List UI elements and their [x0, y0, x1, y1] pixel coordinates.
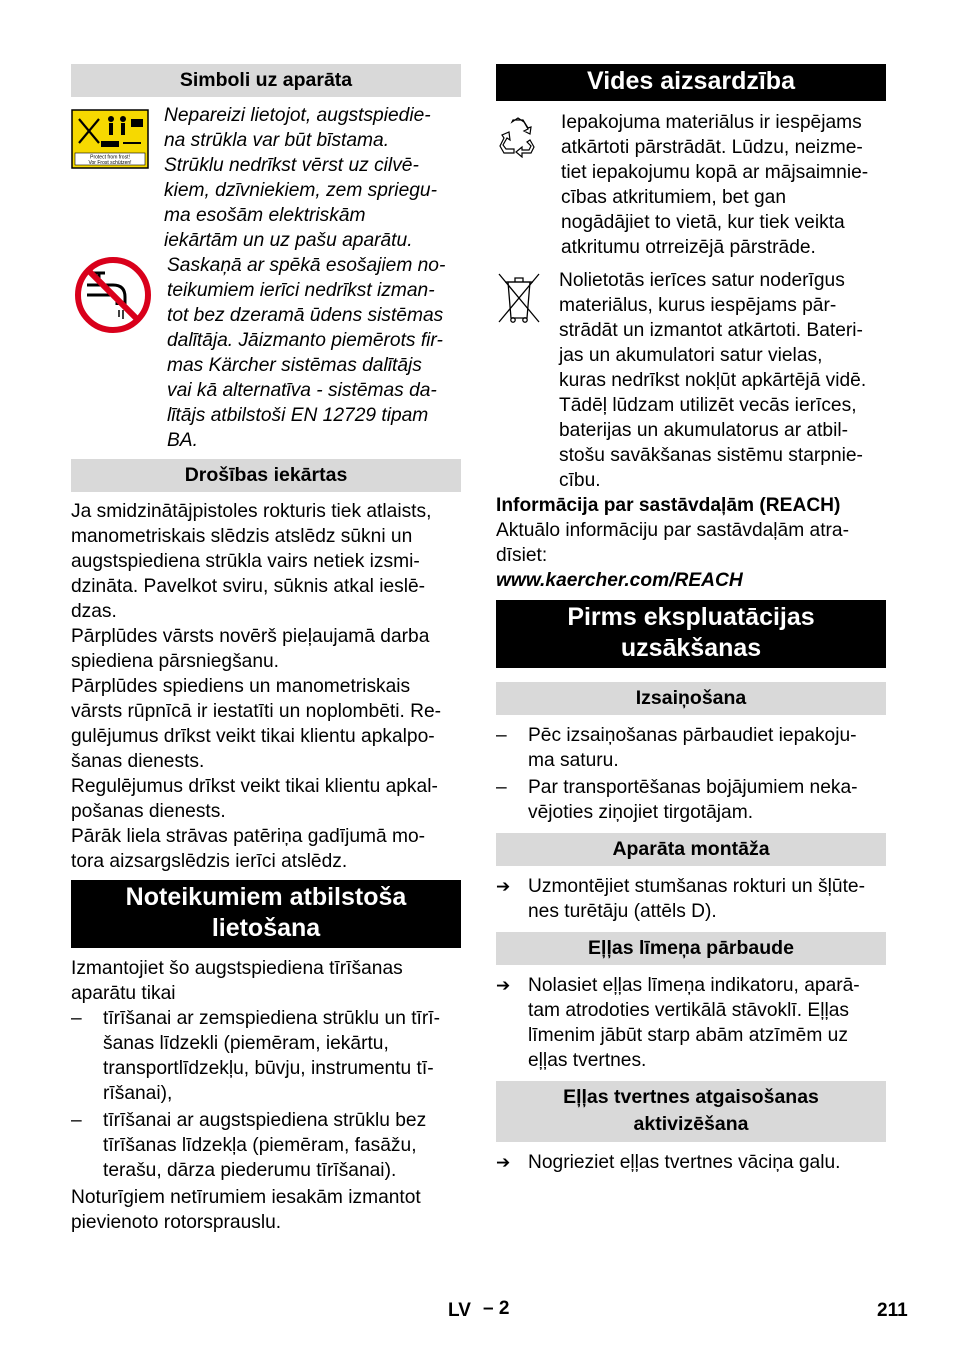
arrow-right-icon: ➔ [496, 877, 511, 896]
reach-heading: Informācija par sastāvdaļām (REACH) [496, 495, 841, 516]
heading-line: Pirms ekspluatācijas [567, 603, 815, 631]
text-line: lītājs atbilstoši EN 12729 tipam [167, 405, 429, 426]
list-item [71, 1006, 461, 1106]
text-line: šanas līdzekli (piemēram, iekārtu, [103, 1033, 389, 1054]
start-heading [496, 600, 886, 668]
text-line: Par transportēšanas bojājumiem neka- [528, 777, 858, 798]
text-line: Pārplūdes vārsts novērš pieļaujamā darba [71, 626, 430, 647]
text-line: baterijas un akumulatorus ar atbil- [559, 420, 849, 441]
symbols-heading: Simboli uz aparāta [71, 64, 461, 97]
text-line: augstspiediena strūkla vairs netiek izsmi- [71, 551, 420, 572]
dash-bullet: – [496, 777, 507, 798]
text-line: eļļas tvertnes. [528, 1050, 647, 1071]
text-line: Pārāk liela strāvas patēriņa gadījumā mo- [71, 826, 426, 847]
usage-heading [71, 880, 461, 948]
text-line: atkritumu otrreizējā pārstrāde. [561, 237, 816, 258]
heading-line: Eļļas tvertnes atgaisošanas [563, 1086, 819, 1108]
text-line: spiediena pārsniegšanu. [71, 651, 280, 672]
text-line: tam atrodoties vertikālā stāvoklī. Eļļas [528, 1000, 849, 1021]
text-line: pošanas dienests. [71, 801, 226, 822]
text-line: Nolietotās ierīces satur noderīgus [559, 270, 845, 291]
list-item-text [528, 723, 857, 773]
symbol-row-water [71, 253, 461, 453]
dash-bullet: – [71, 1008, 82, 1029]
text-line: rīšanai), [103, 1083, 173, 1104]
unpack-list [496, 723, 886, 825]
heading-line: lietošana [211, 914, 321, 942]
text-line: dīsiet: [496, 545, 548, 566]
footer-subpage: – 2 [483, 1298, 510, 1319]
symbol2-text [164, 253, 461, 453]
recycling-icon [496, 116, 540, 158]
text-line: Strūklu nedrīkst vērst uz cilvē- [164, 155, 419, 176]
text-line: mas Kärcher sistēmas dalītājs [167, 355, 422, 376]
text-line: pievienoto rotorsprauslu. [71, 1212, 282, 1233]
text-line: vējoties ziņojiet tirgotājam. [528, 802, 754, 823]
symbol-row-high-pressure [71, 103, 461, 253]
list-item-text [103, 1108, 426, 1183]
text-line: strādāt un izmantot atkārtoti. Bateri- [559, 320, 863, 341]
text-line: Pārplūdes spiediens un manometriskais [71, 676, 411, 697]
list-item [496, 874, 886, 924]
list-item-text [528, 1150, 841, 1175]
list-item [71, 1108, 461, 1183]
symbol-icon-cell [496, 268, 559, 493]
text-line: vai kā alternatīva - sistēmas da- [167, 380, 437, 401]
footer-language: LV [448, 1300, 471, 1321]
text-line: nogādājiet to vietā, kur tiek veikta [561, 212, 845, 233]
text-line: kuras nedrīkst nokļūt apkārtējā vidē. [559, 370, 867, 391]
text-line: tīrīšanas līdzekļa (piemēram, fasāžu, [103, 1135, 417, 1156]
text-line: Regulējumus drīkst veikt tikai klientu apkal- [71, 776, 438, 797]
text-line: tot bez dzeramā ūdens sistēmas [167, 305, 444, 326]
text-line: ma saturu. [528, 750, 619, 771]
text-line: Uzmontējiet stumšanas rokturi un šļūte- [528, 876, 865, 897]
text-line: ma esošām elektriskām [164, 205, 366, 226]
text-line: teikumiem ierīci nedrīkst izman- [167, 280, 435, 301]
oil-heading: Eļļas līmeņa pārbaude [496, 932, 886, 965]
text-line: Iepakojuma materiālus ir iespējams [561, 112, 862, 133]
safety-text [71, 499, 461, 874]
text-line: Saskaņā ar spēkā esošajiem no- [167, 255, 446, 276]
text-line: manometriskais slēdzis atslēdz sūkni un [71, 526, 413, 547]
text-line: Noturīgiem netīrumiem iesakām izmantot [71, 1187, 421, 1208]
symbol1-text [164, 103, 461, 253]
arrow-right-icon: ➔ [496, 1153, 511, 1172]
crossed-out-bin-icon [496, 270, 542, 326]
text-line: tiet iepakojumu kopā ar mājsaimnie- [561, 162, 869, 183]
text-line: Tādēļ lūdzam utilizēt vecās ierīces, [559, 395, 857, 416]
text-line: Nepareizi lietojot, augstspiedie- [164, 105, 431, 126]
text-line: tīrīšanai ar augstspiediena strūklu bez [103, 1110, 427, 1131]
usage-outro [71, 1185, 461, 1235]
symbol-icon-cell [71, 253, 164, 453]
text-line: cību. [559, 470, 601, 491]
dash-bullet: – [71, 1110, 82, 1131]
usage-intro [71, 956, 461, 1006]
recycle-text [561, 110, 886, 260]
text-line: tīrīšanai ar zemspiediena strūklu un tīrī- [103, 1008, 440, 1029]
unpack-heading: Izsaiņošana [496, 682, 886, 715]
vent-heading [496, 1081, 886, 1142]
text-line: dzas. [71, 601, 117, 622]
weee-text [559, 268, 886, 493]
text-line: nes turētāju (attēls D). [528, 901, 717, 922]
text-line: Pēc izsaiņošanas pārbaudiet iepakoju- [528, 725, 857, 746]
text-line: iekārtām un uz pašu aparātu. [164, 230, 413, 251]
text-line: kiem, dzīvniekiem, zem spriegu- [164, 180, 437, 201]
symbol-icon-cell [496, 110, 561, 260]
text-line: dzināta. Pavelkot sviru, sūknis atkal ieslē- [71, 576, 426, 597]
text-line: tora aizsargslēdzis ierīci atslēdz. [71, 851, 348, 872]
text-line: terašu, dārza piederumu tīrīšanai). [103, 1160, 397, 1181]
svg-text:Vor Frost schützen!: Vor Frost schützen! [88, 160, 132, 166]
heading-line: aktivizēšana [633, 1113, 749, 1135]
heading-line: uzsākšanas [620, 634, 762, 662]
list-item-text [528, 973, 860, 1073]
text-line: materiālus, kurus iespējams pār- [559, 295, 837, 316]
text-line: stošu savākšanas sistēmu starpnie- [559, 445, 863, 466]
text-line: na strūkla var būt bīstama. [164, 130, 390, 151]
text-line: gulējumus drīkst veikt tikai klientu apkalpo- [71, 726, 435, 747]
text-line: BA. [167, 430, 198, 451]
text-line: līmenim jābūt starp abām atzīmēm uz [528, 1025, 848, 1046]
high-pressure-warning-icon [71, 109, 149, 169]
recycle-row [496, 110, 886, 260]
safety-heading: Drošības iekārtas [71, 459, 461, 492]
dash-bullet: – [496, 725, 507, 746]
symbol-icon-cell [71, 103, 164, 253]
text-line: dalītāja. Jāizmanto piemērots fir- [167, 330, 443, 351]
list-item [496, 723, 886, 773]
text-line: Izmantojiet šo augstspiediena tīrīšanas [71, 958, 403, 979]
text-line: Nolasiet eļļas līmeņa indikatoru, aparā- [528, 975, 860, 996]
text-line: Aktuālo informāciju par sastāvdaļām atra- [496, 520, 849, 541]
text-line: transportlīdzekļu, būvju, instrumentu tī- [103, 1058, 434, 1079]
symbol1-label: Protect from frost! [90, 154, 130, 161]
reach-url-link[interactable]: www.kaercher.com/REACH [496, 570, 743, 591]
weee-row [496, 268, 886, 493]
list-item [496, 1150, 886, 1175]
left-column [71, 64, 461, 1235]
text-line: Nogrieziet eļļas tvertnes vāciņa galu. [528, 1152, 841, 1173]
page-number: 211 [877, 1300, 908, 1321]
text-line: atkārtoti pārstrādāt. Lūdzu, neizme- [561, 137, 863, 158]
list-item-text [103, 1006, 440, 1106]
list-item [496, 775, 886, 825]
heading-line: Noteikumiem atbilstoša [125, 883, 407, 911]
assembly-heading: Aparāta montāža [496, 833, 886, 866]
text-line: cības atkritumiem, bet gan [561, 187, 787, 208]
text-line: aparātu tikai [71, 983, 176, 1004]
text-line: šanas dienests. [71, 751, 205, 772]
text-line: vārsts rūpnīcā ir iestatīti un noplombēti. Re- [71, 701, 442, 722]
list-item-text [528, 874, 865, 924]
list-item-text [528, 775, 858, 825]
text-line: Ja smidzinātājpistoles rokturis tiek atlaists, [71, 501, 432, 522]
list-item [496, 973, 886, 1073]
env-heading: Vides aizsardzība [496, 64, 886, 101]
no-drinking-water-connection-icon [73, 255, 153, 335]
arrow-right-icon: ➔ [496, 976, 511, 995]
right-column [496, 64, 886, 1175]
text-line: jas un akumulatori satur vielas, [559, 345, 823, 366]
